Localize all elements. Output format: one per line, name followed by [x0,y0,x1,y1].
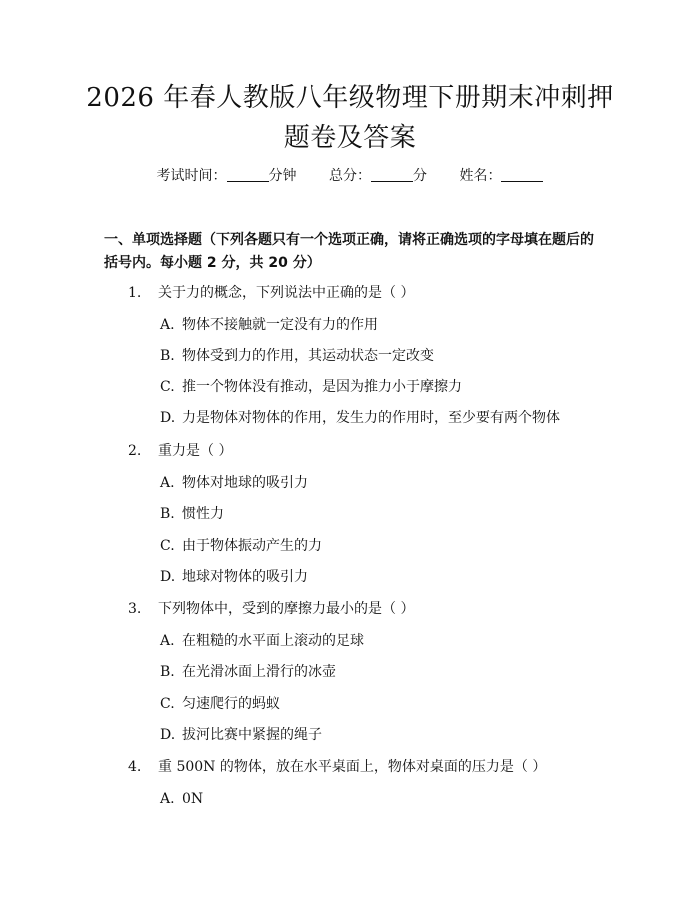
student-name-blank [501,167,543,182]
option-letter: D. [160,727,176,743]
exam-time-unit: 分钟 [268,168,297,184]
student-name-label: 姓名： [459,168,502,184]
option-text: 物体对地球的吸引力 [182,475,308,491]
option-text: 力是物体对物体的作用，发生力的作用时，至少要有两个物体 [182,410,560,426]
total-score-label: 总分： [329,168,371,184]
question-text: 重力是（ ） [158,443,233,459]
option [160,536,322,556]
option [160,315,378,335]
question [128,283,414,303]
section-heading: 一、单项选择题（下列各题只有一个选项正确，请将正确选项的字母填在题后的括号内。每小题 2 分，共 20 分） [104,232,594,271]
question [128,599,414,619]
exam-meta [0,166,700,186]
question-number: 1. [128,285,142,301]
question [128,441,232,461]
option-text: 物体不接触就一定没有力的作用 [182,317,378,333]
option [160,377,462,397]
option [160,346,434,366]
option-text: 惯性力 [182,506,224,522]
option-letter: A. [160,475,175,491]
option-text: 推一个物体没有推动，是因为推力小于摩擦力 [182,379,462,395]
total-score-unit: 分 [413,168,427,184]
total-score [329,166,427,186]
question-text: 重 500N 的物体，放在水平桌面上，物体对桌面的压力是（ ） [158,759,547,775]
option-letter: A. [160,633,175,649]
option [160,408,560,428]
exam-time-label: 考试时间： [156,168,227,184]
option-letter: B. [160,506,175,522]
question-number: 4. [128,759,142,775]
option-text: 在光滑冰面上滑行的冰壶 [182,664,336,680]
option-letter: D. [160,410,176,426]
question-number: 2. [128,443,142,459]
option-letter: B. [160,664,175,680]
option-text: 拔河比赛中紧握的绳子 [182,727,322,743]
option-text: 0N [182,791,204,807]
option [160,631,364,651]
option [160,789,203,809]
option-letter: C. [160,379,175,395]
option-text: 在粗糙的水平面上滚动的足球 [182,633,364,649]
option-text: 由于物体振动产生的力 [182,538,322,554]
option-letter: A. [160,791,175,807]
exam-time [157,166,297,186]
option [160,662,336,682]
option-letter: C. [160,538,175,554]
option-letter: C. [160,696,175,712]
exam-title [60,78,640,158]
option [160,725,322,745]
option-letter: D. [160,569,176,585]
option [160,694,280,714]
option-text: 匀速爬行的蚂蚁 [182,696,280,712]
option-text: 物体受到力的作用，其运动状态一定改变 [182,348,434,364]
total-score-blank [371,167,413,182]
option-letter: A. [160,317,175,333]
option [160,567,308,587]
option [160,473,308,493]
exam-title-line2: 题卷及答案 [283,123,417,153]
option-text: 地球对物体的吸引力 [182,569,308,585]
exam-time-blank [227,167,269,182]
question-text: 下列物体中，受到的摩擦力最小的是（ ） [158,601,415,617]
question-number: 3. [128,601,142,617]
exam-title-line1: 2026 年春人教版八年级物理下册期末冲刺押 [86,83,614,113]
option [160,504,224,524]
option-letter: B. [160,348,175,364]
student-name [459,166,543,186]
question-text: 关于力的概念，下列说法中正确的是（ ） [158,285,415,301]
question [128,757,546,777]
